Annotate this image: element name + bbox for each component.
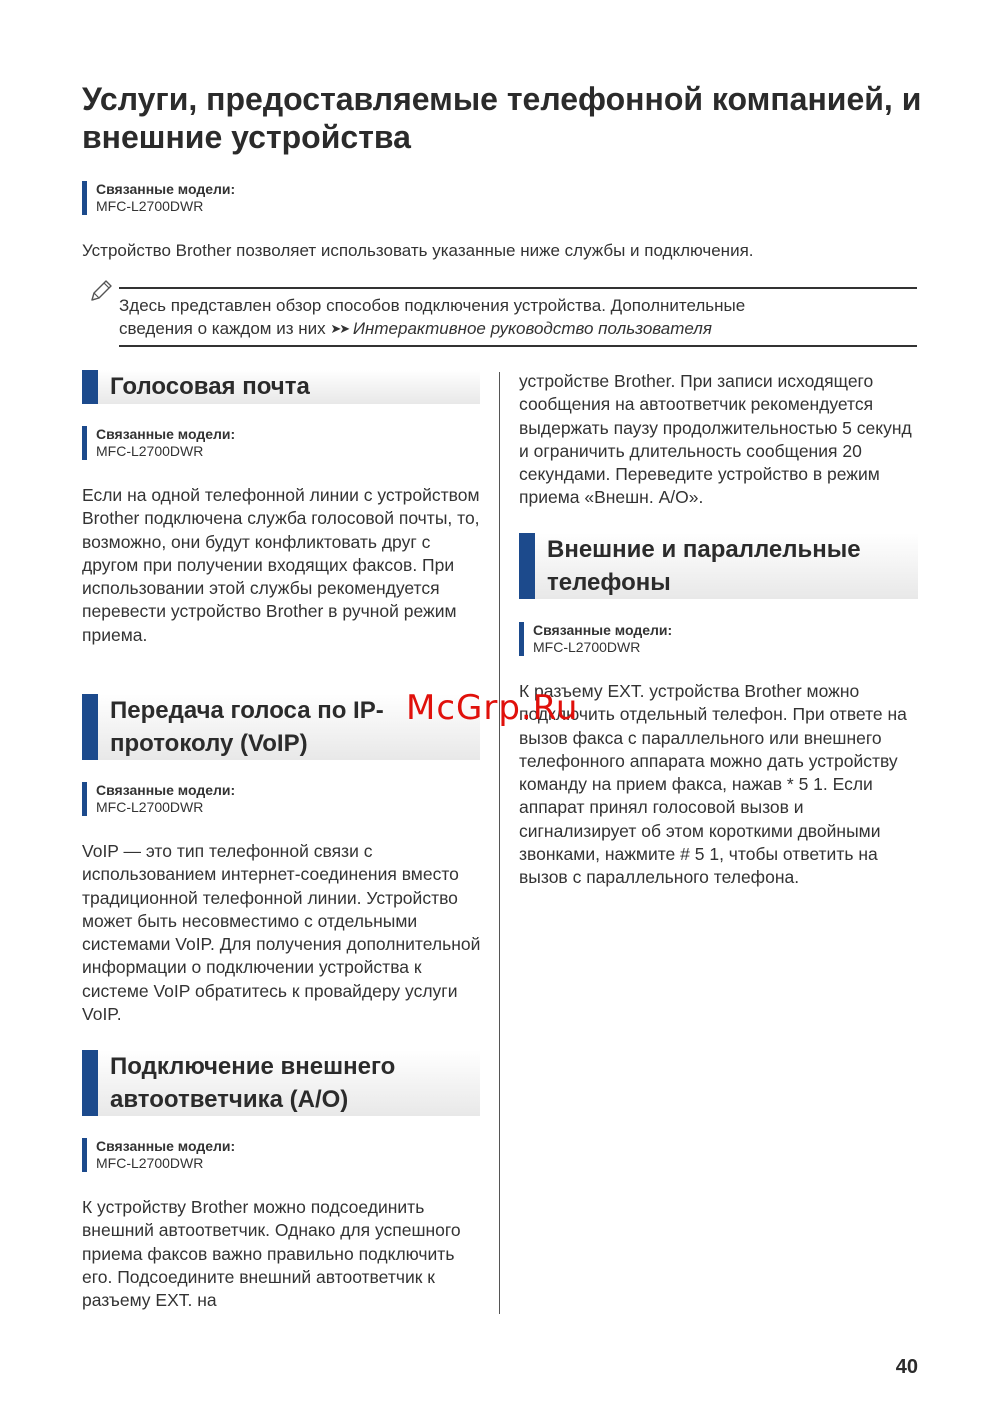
pencil-icon bbox=[88, 278, 114, 304]
related-models-label: Связанные модели: bbox=[96, 782, 236, 798]
related-models-voicemail bbox=[82, 426, 235, 460]
note-line-2 bbox=[119, 317, 917, 340]
note-line-1: Здесь представлен обзор способов подключения устройства. Дополнительные bbox=[119, 296, 746, 315]
voicemail-body: Если на одной телефонной линии с устройством Brother подключена служба голосовой почты, то, возможно, они будут конфликтовать друг с другом при получении входящих факсов. При использовании этой службы рекомендуется перевести устройство Brother в ручной режим приема. bbox=[82, 485, 480, 645]
related-models-value: MFC-L2700DWR bbox=[96, 198, 204, 214]
page-number: 40 bbox=[895, 1356, 918, 1378]
related-models-label: Связанные модели: bbox=[96, 1138, 236, 1154]
section-heading-tad: Подключение внешнего автоответчика (А/О) bbox=[82, 1050, 480, 1116]
note-line-2-text: сведения о каждом из них bbox=[119, 319, 326, 338]
phones-body: К разъему EXT. устройства Brother можно подключить отдельный телефон. При ответе на вызов факса с параллельного или внешнего телефонного аппарата можно дать устройству команду на прием факса, нажав * 5 1. Если аппарат принял голосовой вызов и сигнализирует об этом короткими двойными звонками, нажмите # 5 1, чтобы ответить на вызов с параллельного телефона. bbox=[519, 681, 907, 888]
tad-body: К устройству Brother можно подсоединить внешний автоответчик. Однако для успешного приема факсов важно правильно подключить его. Подсоедините внешний автоответчик к разъему EXT. на bbox=[82, 1197, 461, 1311]
section-heading-voip: Передача голоса по IP-протоколу (VoIP) bbox=[82, 694, 480, 760]
watermark: McGrp.Ru bbox=[406, 688, 579, 728]
related-models-value: MFC-L2700DWR bbox=[533, 639, 641, 655]
related-models-label: Связанные модели: bbox=[533, 622, 673, 638]
related-models-label: Связанные модели: bbox=[96, 426, 236, 442]
page-title: Услуги, предоставляемые телефонной компанией, и внешние устройства bbox=[82, 81, 922, 155]
column-divider bbox=[499, 372, 500, 1314]
intro-text: Устройство Brother позволяет использовать указанные ниже службы и подключения. bbox=[82, 241, 754, 260]
related-models-value: MFC-L2700DWR bbox=[96, 443, 204, 459]
voip-body: VoIP — это тип телефонной связи с использованием интернет-соединения вместо традиционной телефонной линии. Устройство может быть несовместимо с отдельными системами VoIP. Для получения дополнительной информации о подключении устройства к системе VoIP обратитесь к провайдеру услуги VoIP. bbox=[82, 841, 481, 1025]
tad-body-continued: устройстве Brother. При записи исходящего сообщения на автоответчик рекомендуется выдержать паузу продолжительностью 5 секунд и ограничить длительность сообщения 20 секундами. Переведите устройство в режим приема «Внешн. А/О». bbox=[519, 371, 912, 508]
related-models-tad bbox=[82, 1138, 235, 1172]
related-models-phones bbox=[519, 622, 672, 656]
related-models-value: MFC-L2700DWR bbox=[96, 799, 204, 815]
note-box bbox=[119, 287, 917, 347]
related-models-top bbox=[82, 181, 235, 215]
related-models-voip bbox=[82, 782, 235, 816]
related-models-value: MFC-L2700DWR bbox=[96, 1155, 204, 1171]
section-heading-phones: Внешние и параллельные телефоны bbox=[519, 533, 918, 599]
section-heading-voicemail: Голосовая почта bbox=[82, 370, 480, 404]
guide-reference: Интерактивное руководство пользователя bbox=[352, 319, 712, 338]
double-arrow-icon: ➤➤ bbox=[330, 321, 349, 336]
related-models-label: Связанные модели: bbox=[96, 181, 236, 197]
